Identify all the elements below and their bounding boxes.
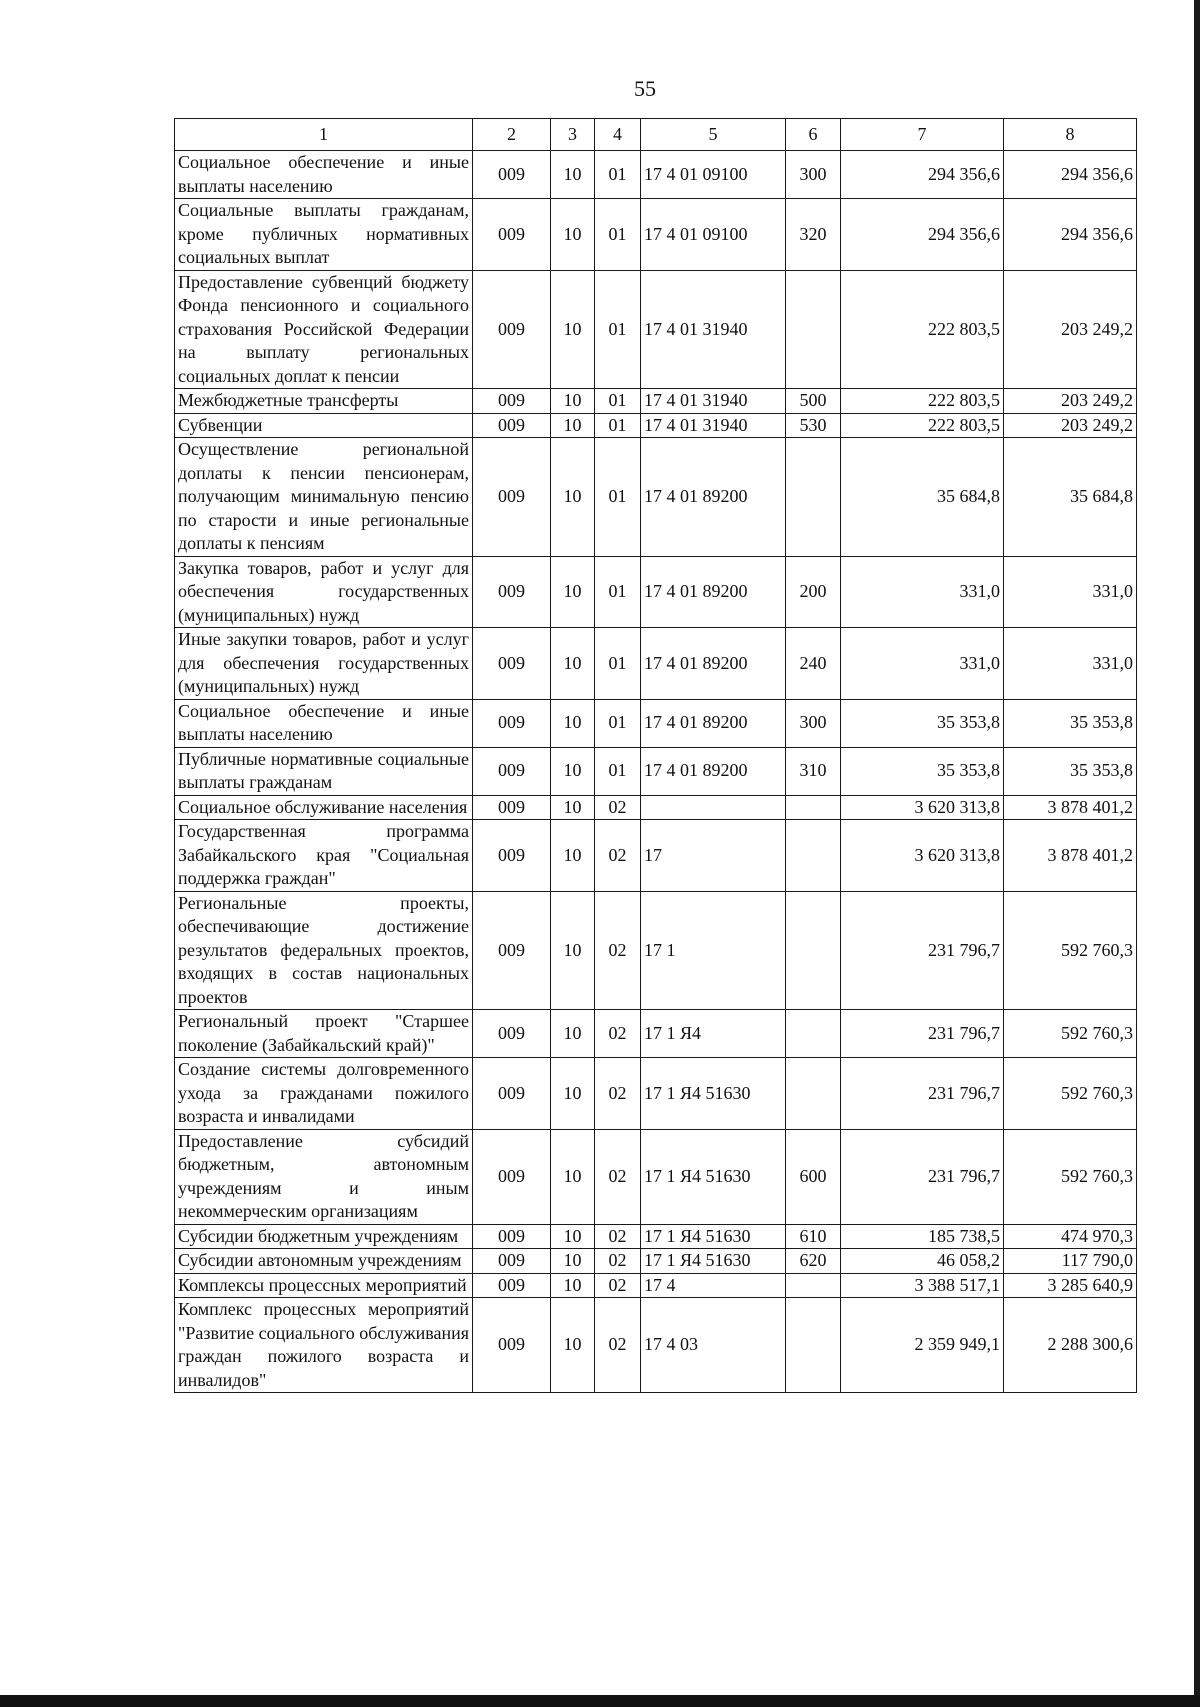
row-name: Субсидии автономным учреждениям xyxy=(175,1249,473,1274)
subsection-code: 02 xyxy=(595,1249,641,1274)
target-article-code: 17 xyxy=(641,820,786,892)
row-name: Создание системы долговременного ухода за гражданами пожилого возраста и инвалидами xyxy=(175,1058,473,1130)
row-name: Закупка товаров, работ и услуг для обеспечения государственных (муниципальных) нужд xyxy=(175,556,473,628)
amount-year-1: 222 803,5 xyxy=(841,270,1004,389)
target-article-code: 17 4 01 89200 xyxy=(641,556,786,628)
header-row xyxy=(175,119,1137,151)
target-article-code: 17 1 Я4 xyxy=(641,1010,786,1058)
budget-table xyxy=(174,118,1137,1393)
section-code: 10 xyxy=(551,1010,595,1058)
expense-type-code xyxy=(786,795,841,820)
section-code: 10 xyxy=(551,413,595,438)
table-row xyxy=(175,1129,1137,1224)
subsection-code: 02 xyxy=(595,1224,641,1249)
amount-year-1: 35 353,8 xyxy=(841,747,1004,795)
section-code: 10 xyxy=(551,389,595,414)
section-code: 10 xyxy=(551,1273,595,1298)
table-row xyxy=(175,699,1137,747)
section-code: 10 xyxy=(551,556,595,628)
amount-year-1: 331,0 xyxy=(841,556,1004,628)
row-name: Государственная программа Забайкальского края "Социальная поддержка граждан" xyxy=(175,820,473,892)
amount-year-2: 35 684,8 xyxy=(1004,438,1137,557)
amount-year-1: 3 388 517,1 xyxy=(841,1273,1004,1298)
target-article-code: 17 4 01 09100 xyxy=(641,151,786,199)
amount-year-2: 474 970,3 xyxy=(1004,1224,1137,1249)
row-name: Осуществление региональной доплаты к пенсии пенсионерам, получающим минимальную пенсию по старости и иные региональные доплаты к пенсиям xyxy=(175,438,473,557)
section-code: 10 xyxy=(551,270,595,389)
table-row xyxy=(175,1224,1137,1249)
subsection-code: 02 xyxy=(595,795,641,820)
amount-year-1: 2 359 949,1 xyxy=(841,1298,1004,1393)
target-article-code: 17 4 xyxy=(641,1273,786,1298)
amount-year-1: 294 356,6 xyxy=(841,151,1004,199)
subsection-code: 01 xyxy=(595,747,641,795)
ministry-code: 009 xyxy=(473,1010,551,1058)
amount-year-2: 203 249,2 xyxy=(1004,413,1137,438)
scan-edge-right xyxy=(1194,0,1200,1707)
section-code: 10 xyxy=(551,1224,595,1249)
subsection-code: 01 xyxy=(595,413,641,438)
row-name: Иные закупки товаров, работ и услуг для обеспечения государственных (муниципальных) нужд xyxy=(175,628,473,700)
column-header: 1 xyxy=(175,119,473,151)
subsection-code: 01 xyxy=(595,389,641,414)
ministry-code: 009 xyxy=(473,1249,551,1274)
target-article-code: 17 4 03 xyxy=(641,1298,786,1393)
ministry-code: 009 xyxy=(473,1058,551,1130)
subsection-code: 01 xyxy=(595,270,641,389)
column-header: 8 xyxy=(1004,119,1137,151)
amount-year-2: 117 790,0 xyxy=(1004,1249,1137,1274)
ministry-code: 009 xyxy=(473,151,551,199)
target-article-code: 17 4 01 89200 xyxy=(641,747,786,795)
subsection-code: 01 xyxy=(595,151,641,199)
table-row xyxy=(175,747,1137,795)
section-code: 10 xyxy=(551,699,595,747)
row-name: Предоставление субвенций бюджету Фонда пенсионного и социального страхования Российской Федерации на выплату региональных социальных доплат к пенсии xyxy=(175,270,473,389)
expense-type-code: 300 xyxy=(786,699,841,747)
section-code: 10 xyxy=(551,151,595,199)
row-name: Социальные выплаты гражданам, кроме публичных нормативных социальных выплат xyxy=(175,199,473,271)
ministry-code: 009 xyxy=(473,1129,551,1224)
amount-year-1: 46 058,2 xyxy=(841,1249,1004,1274)
subsection-code: 02 xyxy=(595,1298,641,1393)
target-article-code: 17 1 Я4 51630 xyxy=(641,1224,786,1249)
amount-year-2: 592 760,3 xyxy=(1004,1010,1137,1058)
ministry-code: 009 xyxy=(473,699,551,747)
expense-type-code: 620 xyxy=(786,1249,841,1274)
amount-year-2: 592 760,3 xyxy=(1004,1058,1137,1130)
row-name: Субсидии бюджетным учреждениям xyxy=(175,1224,473,1249)
expense-type-code: 200 xyxy=(786,556,841,628)
amount-year-1: 35 684,8 xyxy=(841,438,1004,557)
table-row xyxy=(175,1010,1137,1058)
target-article-code: 17 4 01 89200 xyxy=(641,699,786,747)
section-code: 10 xyxy=(551,891,595,1010)
subsection-code: 01 xyxy=(595,438,641,557)
amount-year-2: 294 356,6 xyxy=(1004,199,1137,271)
target-article-code: 17 4 01 31940 xyxy=(641,270,786,389)
column-header: 5 xyxy=(641,119,786,151)
table-row xyxy=(175,628,1137,700)
amount-year-2: 331,0 xyxy=(1004,556,1137,628)
subsection-code: 02 xyxy=(595,891,641,1010)
ministry-code: 009 xyxy=(473,820,551,892)
subsection-code: 02 xyxy=(595,1129,641,1224)
amount-year-1: 231 796,7 xyxy=(841,891,1004,1010)
amount-year-2: 592 760,3 xyxy=(1004,1129,1137,1224)
expense-type-code: 500 xyxy=(786,389,841,414)
expense-type-code: 240 xyxy=(786,628,841,700)
amount-year-2: 35 353,8 xyxy=(1004,747,1137,795)
amount-year-2: 35 353,8 xyxy=(1004,699,1137,747)
target-article-code: 17 4 01 89200 xyxy=(641,438,786,557)
table-row xyxy=(175,1298,1137,1393)
section-code: 10 xyxy=(551,1298,595,1393)
amount-year-1: 35 353,8 xyxy=(841,699,1004,747)
amount-year-2: 203 249,2 xyxy=(1004,270,1137,389)
table-row xyxy=(175,199,1137,271)
amount-year-2: 592 760,3 xyxy=(1004,891,1137,1010)
table-row xyxy=(175,891,1137,1010)
column-header: 2 xyxy=(473,119,551,151)
section-code: 10 xyxy=(551,438,595,557)
section-code: 10 xyxy=(551,820,595,892)
amount-year-1: 294 356,6 xyxy=(841,199,1004,271)
amount-year-1: 222 803,5 xyxy=(841,389,1004,414)
subsection-code: 02 xyxy=(595,1010,641,1058)
row-name: Межбюджетные трансферты xyxy=(175,389,473,414)
expense-type-code: 610 xyxy=(786,1224,841,1249)
amount-year-1: 185 738,5 xyxy=(841,1224,1004,1249)
section-code: 10 xyxy=(551,1058,595,1130)
expense-type-code: 530 xyxy=(786,413,841,438)
amount-year-1: 3 620 313,8 xyxy=(841,820,1004,892)
ministry-code: 009 xyxy=(473,1273,551,1298)
column-header: 7 xyxy=(841,119,1004,151)
amount-year-1: 222 803,5 xyxy=(841,413,1004,438)
ministry-code: 009 xyxy=(473,795,551,820)
section-code: 10 xyxy=(551,1249,595,1274)
subsection-code: 01 xyxy=(595,556,641,628)
ministry-code: 009 xyxy=(473,556,551,628)
ministry-code: 009 xyxy=(473,747,551,795)
amount-year-1: 231 796,7 xyxy=(841,1058,1004,1130)
amount-year-2: 331,0 xyxy=(1004,628,1137,700)
expense-type-code: 300 xyxy=(786,151,841,199)
table-row xyxy=(175,438,1137,557)
target-article-code xyxy=(641,795,786,820)
row-name: Субвенции xyxy=(175,413,473,438)
subsection-code: 01 xyxy=(595,699,641,747)
amount-year-2: 203 249,2 xyxy=(1004,389,1137,414)
section-code: 10 xyxy=(551,795,595,820)
target-article-code: 17 4 01 31940 xyxy=(641,413,786,438)
section-code: 10 xyxy=(551,628,595,700)
column-header: 3 xyxy=(551,119,595,151)
ministry-code: 009 xyxy=(473,891,551,1010)
table-row xyxy=(175,1058,1137,1130)
subsection-code: 02 xyxy=(595,1273,641,1298)
table-body xyxy=(175,151,1137,1393)
row-name: Комплексы процессных мероприятий xyxy=(175,1273,473,1298)
section-code: 10 xyxy=(551,1129,595,1224)
subsection-code: 02 xyxy=(595,1058,641,1130)
expense-type-code xyxy=(786,1058,841,1130)
row-name: Социальное обеспечение и иные выплаты населению xyxy=(175,699,473,747)
row-name: Социальное обеспечение и иные выплаты населению xyxy=(175,151,473,199)
table-row xyxy=(175,1273,1137,1298)
amount-year-1: 331,0 xyxy=(841,628,1004,700)
amount-year-1: 3 620 313,8 xyxy=(841,795,1004,820)
table-row xyxy=(175,270,1137,389)
expense-type-code xyxy=(786,820,841,892)
expense-type-code xyxy=(786,1010,841,1058)
target-article-code: 17 1 Я4 51630 xyxy=(641,1249,786,1274)
scan-edge-bottom xyxy=(0,1695,1200,1707)
target-article-code: 17 1 Я4 51630 xyxy=(641,1058,786,1130)
column-header: 4 xyxy=(595,119,641,151)
target-article-code: 17 4 01 89200 xyxy=(641,628,786,700)
table-row xyxy=(175,1249,1137,1274)
table-row xyxy=(175,820,1137,892)
subsection-code: 01 xyxy=(595,199,641,271)
expense-type-code xyxy=(786,270,841,389)
row-name: Региональные проекты, обеспечивающие достижение результатов федеральных проектов, входящих в состав национальных проектов xyxy=(175,891,473,1010)
expense-type-code: 310 xyxy=(786,747,841,795)
table-row xyxy=(175,795,1137,820)
ministry-code: 009 xyxy=(473,1298,551,1393)
ministry-code: 009 xyxy=(473,270,551,389)
table-row xyxy=(175,151,1137,199)
target-article-code: 17 1 xyxy=(641,891,786,1010)
column-header: 6 xyxy=(786,119,841,151)
target-article-code: 17 4 01 31940 xyxy=(641,389,786,414)
ministry-code: 009 xyxy=(473,413,551,438)
table-row xyxy=(175,389,1137,414)
expense-type-code xyxy=(786,1273,841,1298)
amount-year-1: 231 796,7 xyxy=(841,1010,1004,1058)
section-code: 10 xyxy=(551,747,595,795)
table-row xyxy=(175,556,1137,628)
ministry-code: 009 xyxy=(473,438,551,557)
row-name: Региональный проект "Старшее поколение (Забайкальский край)" xyxy=(175,1010,473,1058)
expense-type-code xyxy=(786,438,841,557)
expense-type-code: 600 xyxy=(786,1129,841,1224)
row-name: Предоставление субсидий бюджетным, автономным учреждениям и иным некоммерческим организациям xyxy=(175,1129,473,1224)
subsection-code: 01 xyxy=(595,628,641,700)
section-code: 10 xyxy=(551,199,595,271)
subsection-code: 02 xyxy=(595,820,641,892)
expense-type-code: 320 xyxy=(786,199,841,271)
ministry-code: 009 xyxy=(473,628,551,700)
amount-year-2: 2 288 300,6 xyxy=(1004,1298,1137,1393)
ministry-code: 009 xyxy=(473,389,551,414)
amount-year-1: 231 796,7 xyxy=(841,1129,1004,1224)
row-name: Публичные нормативные социальные выплаты гражданам xyxy=(175,747,473,795)
target-article-code: 17 1 Я4 51630 xyxy=(641,1129,786,1224)
expense-type-code xyxy=(786,1298,841,1393)
amount-year-2: 294 356,6 xyxy=(1004,151,1137,199)
page-number: 55 xyxy=(634,76,656,101)
target-article-code: 17 4 01 09100 xyxy=(641,199,786,271)
ministry-code: 009 xyxy=(473,199,551,271)
amount-year-2: 3 285 640,9 xyxy=(1004,1273,1137,1298)
expense-type-code xyxy=(786,891,841,1010)
amount-year-2: 3 878 401,2 xyxy=(1004,820,1137,892)
table-row xyxy=(175,413,1137,438)
amount-year-2: 3 878 401,2 xyxy=(1004,795,1137,820)
ministry-code: 009 xyxy=(473,1224,551,1249)
row-name: Комплекс процессных мероприятий "Развитие социального обслуживания граждан пожилого возраста и инвалидов" xyxy=(175,1298,473,1393)
row-name: Социальное обслуживание населения xyxy=(175,795,473,820)
